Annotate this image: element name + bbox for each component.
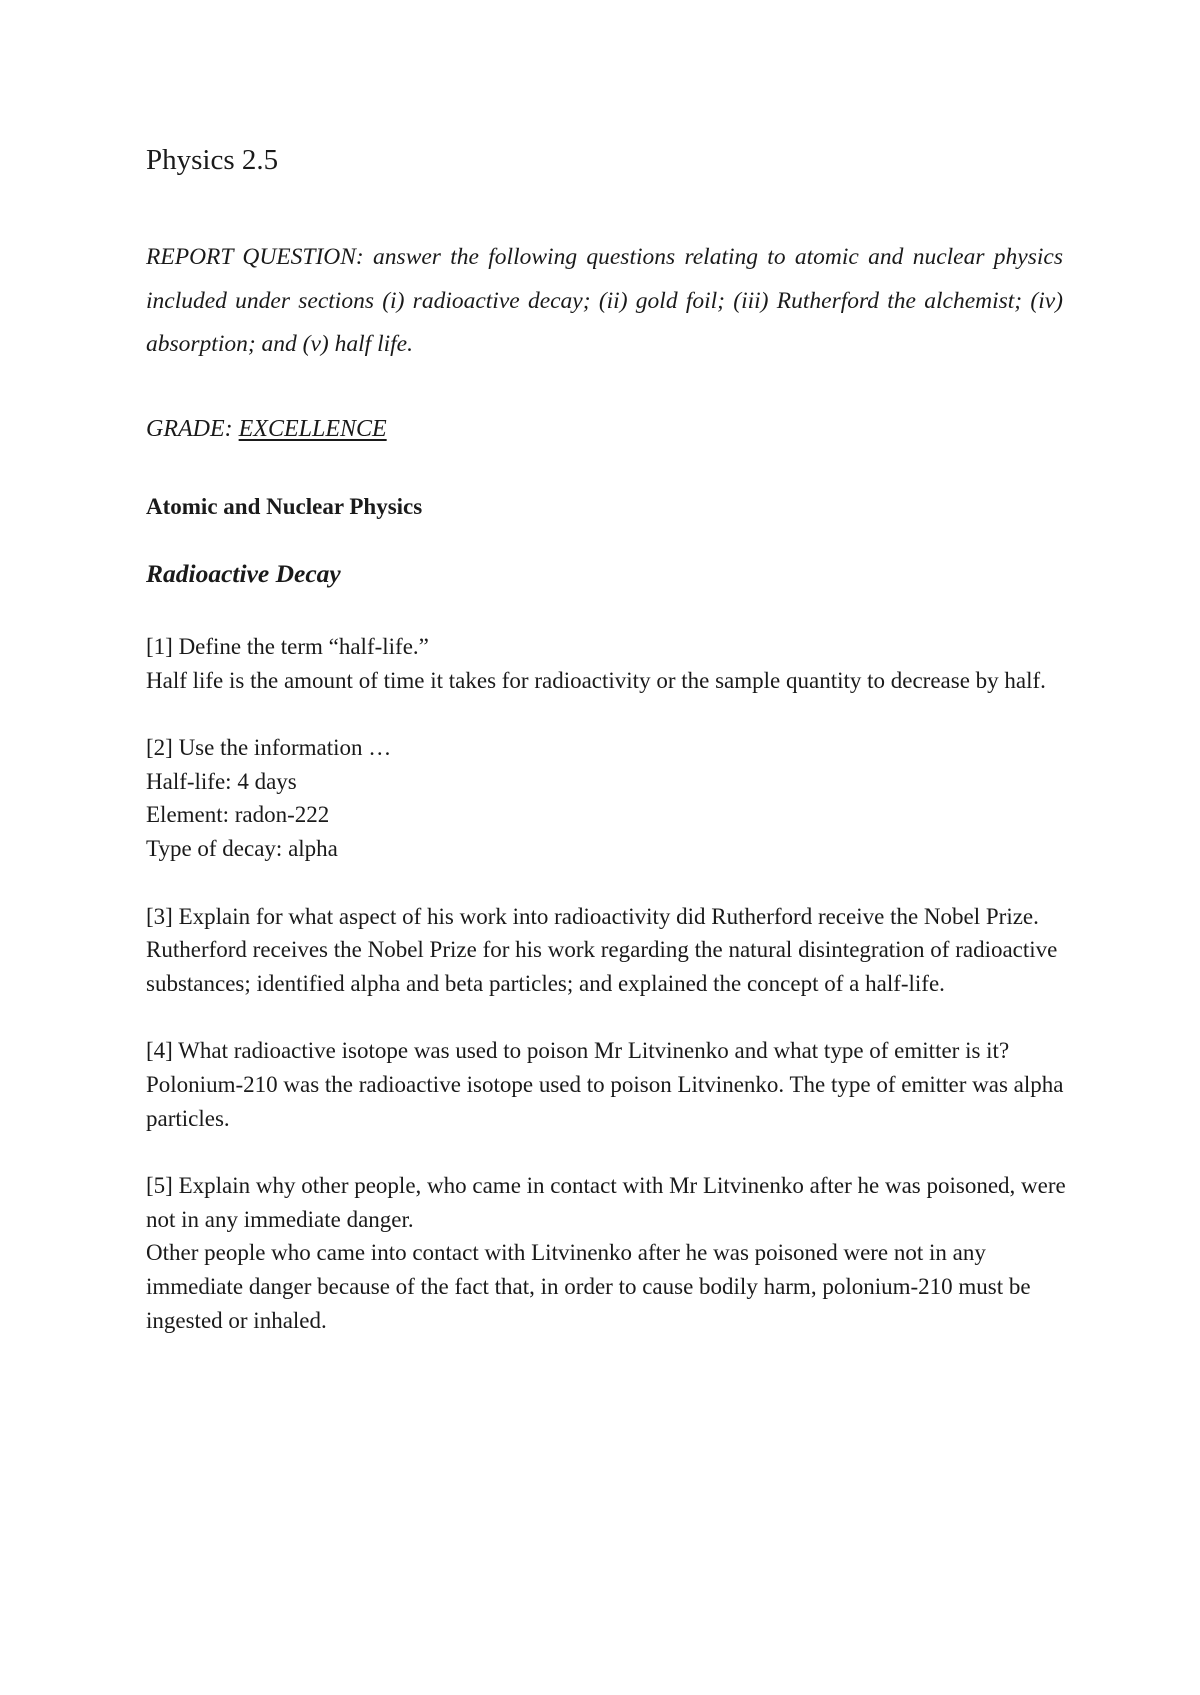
document-title: Physics 2.5	[146, 144, 279, 176]
answer-line: Element: radon-222	[146, 802, 330, 828]
answer-text: Polonium-210 was the radioactive isotope used to poison Litvinenko. The type of emitter was alpha particles.	[146, 1071, 1064, 1131]
answer-line: Type of decay: alpha	[146, 835, 338, 861]
answer-text: Rutherford receives the Nobel Prize for his work regarding the natural disintegration of radioactive substances; identified alpha and beta particles; and explained the concept of a half-life.	[146, 937, 1058, 996]
question-text: [5] Explain why other people, who came in contact with Mr Litvinenko after he was poisoned, were not in any immediate danger.	[146, 1173, 1066, 1232]
question-text: [4] What radioactive isotope was used to poison Mr Litvinenko and what type of emitter is it?	[146, 1038, 1010, 1064]
grade-label: GRADE:	[146, 416, 239, 442]
question-text: [2] Use the information …	[146, 735, 392, 761]
answer-text: Other people who came into contact with Litvinenko after he was poisoned were not in any immediate danger because of the fact that, in order to cause bodily harm, polonium-210 must be ingested or inhaled.	[146, 1240, 1031, 1333]
question-block	[146, 900, 1066, 1001]
grade-line	[146, 412, 387, 446]
question-text: [3] Explain for what aspect of his work into radioactivity did Rutherford receive the Nobel Prize.	[146, 903, 1039, 929]
question-block	[146, 731, 1066, 865]
grade-value: EXCELLENCE	[238, 416, 387, 442]
question-text: [1] Define the term “half-life.”	[146, 634, 429, 659]
question-block	[146, 630, 1066, 697]
answer-line: Half-life: 4 days	[146, 768, 297, 794]
question-block	[146, 1169, 1066, 1337]
report-question: REPORT QUESTION: answer the following questions relating to atomic and nuclear physics included under sections (i) radioactive decay; (ii) gold foil; (iii) Rutherford the alchemist; (iv) absorption; and (v) half life.	[146, 244, 1063, 357]
subsection-heading: Radioactive Decay	[146, 559, 341, 588]
question-block	[146, 1034, 1066, 1135]
answer-text: Half life is the amount of time it takes for radioactivity or the sample quantity to decrease by half.	[146, 667, 1046, 693]
question-list	[146, 630, 1066, 1371]
section-heading: Atomic and Nuclear Physics	[146, 494, 423, 519]
